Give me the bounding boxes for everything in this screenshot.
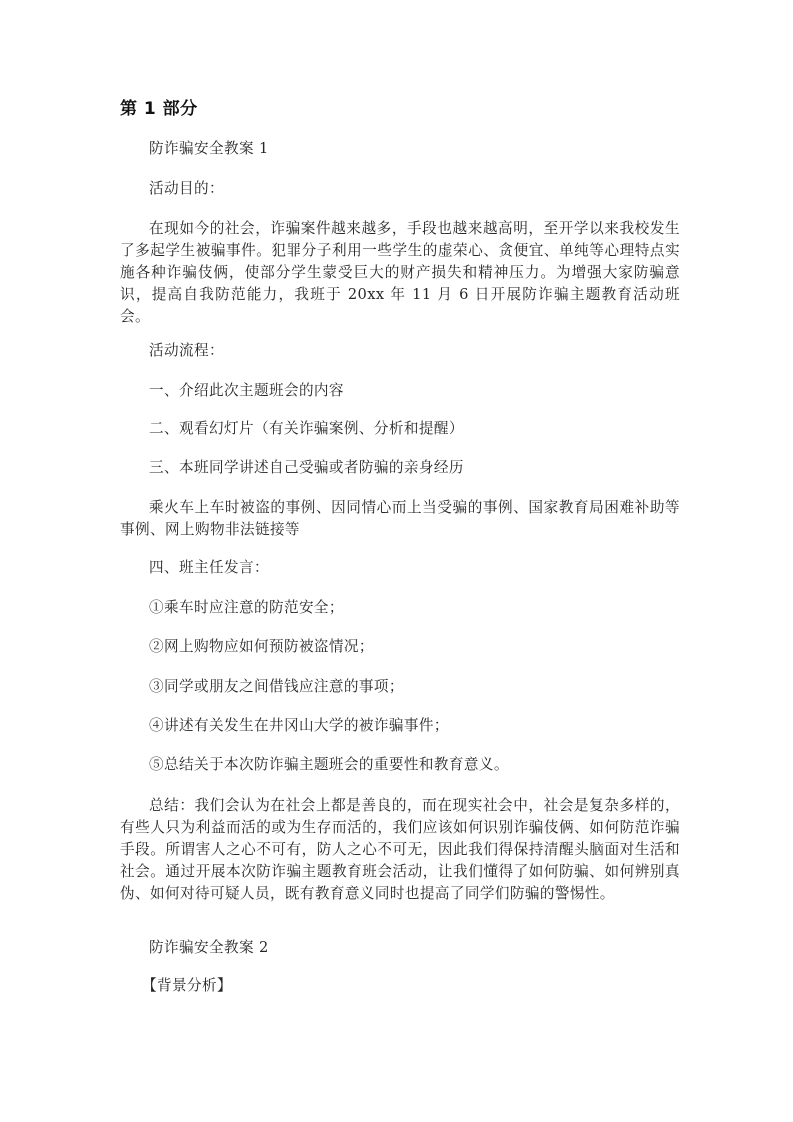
lesson-plan-title-2: 防诈骗安全教案 2 (149, 939, 269, 956)
activity-purpose-paragraph: 在现如今的社会，诈骗案件越来越多，手段也越来越高明，至开学以来我校发生了多起学生被骗事件。犯罪分子利用一些学生的虚荣心、贪便宜、单纯等心理特点实施各种诈骗伎俩，使部分学生蒙受巨大的财产损失和精神压力。为增强大家防骗意识，提高自我防范能力，我班于 20xx 年 11 月 6 日开展防诈骗主题教育活动班会。 (120, 220, 680, 325)
teacher-point-2: ②网上购物应如何预防被盗情况； (149, 638, 374, 655)
teacher-point-4: ④讲述有关发生在井冈山大学的被诈骗事件； (149, 717, 449, 734)
lesson-plan-title-1: 防诈骗安全教案 1 (149, 140, 269, 157)
section-heading: 第 1 部分 (120, 99, 198, 119)
experience-examples-paragraph: 乘火车上车时被盗的事例、因同情心而上当受骗的事例、国家教育局困难补助等事例、网上购物非法链接等 (120, 499, 680, 538)
process-step-4: 四、班主任发言： (149, 559, 269, 576)
activity-purpose-label: 活动目的： (149, 180, 224, 197)
summary-paragraph: 总结：我们会认为在社会上都是善良的，而在现实社会中，社会是复杂多样的，有些人只为利益而活的或为生存而活的，我们应该如何识别诈骗伎俩、如何防范诈骗手段。所谓害人之心不可有，防人之心不可无，因此我们得保持清醒头脑面对生活和社会。通过开展本次防诈骗主题教育班会活动，让我们懂得了如何防骗、如何辨别真伪、如何对待可疑人员，既有教育意义同时也提高了同学们防骗的警惕性。 (120, 797, 680, 902)
activity-process-label: 活动流程： (149, 342, 224, 359)
background-analysis-heading: 【背景分析】 (142, 977, 232, 994)
teacher-point-3: ③同学或朋友之间借钱应注意的事项； (149, 678, 404, 695)
teacher-point-1: ①乘车时应注意的防范安全； (149, 599, 344, 616)
process-step-1: 一、介绍此次主题班会的内容 (149, 382, 344, 399)
teacher-point-5: ⑤总结关于本次防诈骗主题班会的重要性和教育意义。 (149, 756, 509, 773)
process-step-2: 二、观看幻灯片（有关诈骗案例、分析和提醒） (149, 420, 464, 437)
process-step-3: 三、本班同学讲述自己受骗或者防骗的亲身经历 (149, 459, 464, 476)
